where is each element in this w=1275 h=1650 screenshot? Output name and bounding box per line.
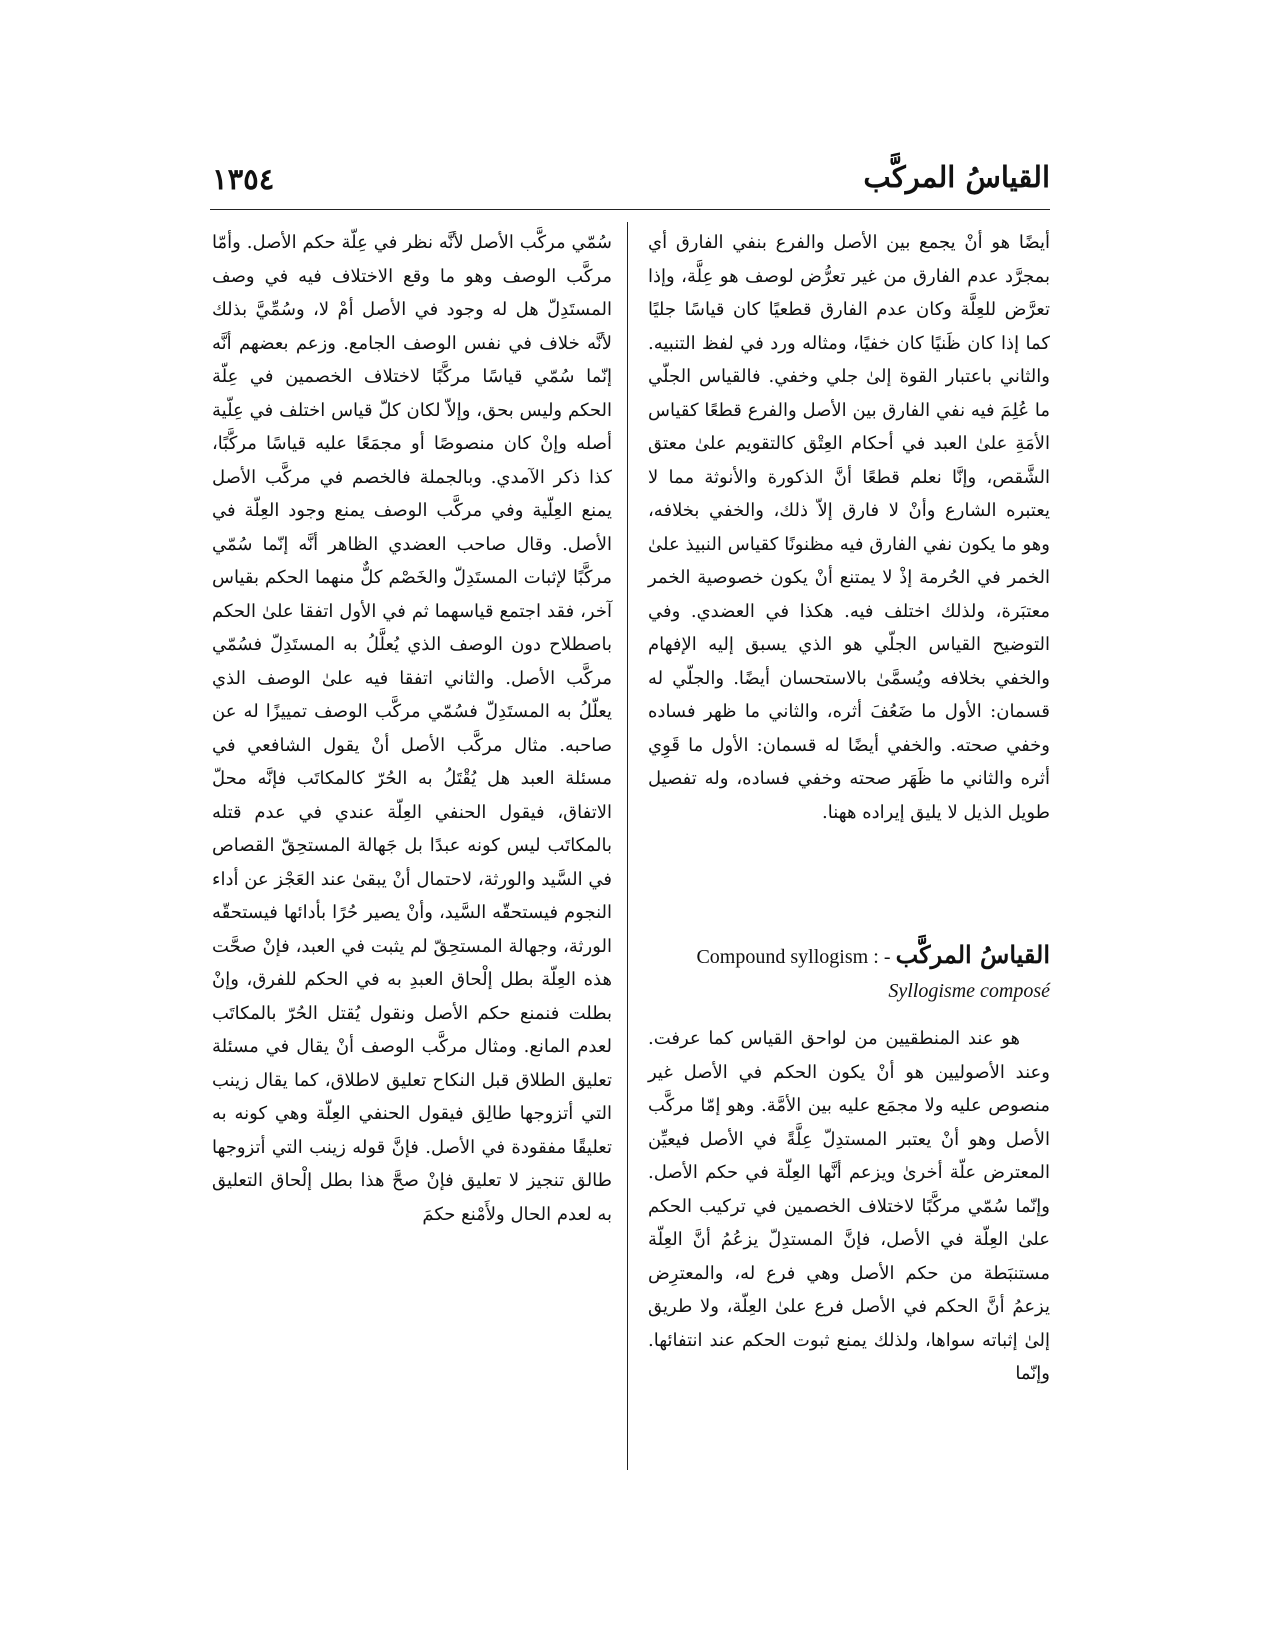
- entry-heading-line: [648, 937, 1050, 976]
- running-head-title: القياسُ المركَّب: [863, 160, 1050, 194]
- entry-definition-text: [648, 1022, 1050, 1472]
- paragraph: هو عند المنطقيين من لواحق القياس كما عرفت. وعند الأصوليين هو أنْ يكون الحكم في الأصل غير منصوص عليه ولا مجمَع عليه بين الأمَّة. وهو إمّا مركَّب الأصل وهو أنْ يعتبر المستدِلّ عِلَّةً في الأصل فيعيِّن المعترض علّة أخرىٰ ويزعم أنَّها العِلّة في حكم الأصل. وإنّما سُمّي مركَّبًا لاختلاف الخصمين في تركيب الحكم علىٰ العِلّة في الأصل، فإنَّ المستدِلّ يزعُمُ أنَّ العِلّة مستنبَطة من حكم الأصل وهي فرع له، والمعترِض يزعمُ أنَّ الحكم في الأصل فرع علىٰ العِلّة، ولا طريق إلىٰ إثباته سواها، ولذلك يمنع ثبوت الحكم عند انتفائها. وإنّما: [648, 1028, 1050, 1384]
- entry-separator: : -: [873, 946, 891, 968]
- entry-english-term: Compound syllogism: [696, 946, 869, 968]
- right-column-continuation: [648, 226, 1050, 926]
- dictionary-entry-heading: [648, 937, 1050, 1012]
- entry-headword: القياسُ المركَّب: [895, 940, 1050, 969]
- page-number: ١٣٥٤: [212, 162, 275, 196]
- header-rule: [210, 209, 1050, 210]
- paragraph: أيضًا هو أنْ يجمع بين الأصل والفرع بنفي الفارق أي بمجرَّد عدم الفارق من غير تعرُّض لوصف هو عِلَّة، وإذا تعرَّض للعِلَّة وكان عدم الفارق قطعيًا كان قياسًا جليًا كما إذا كان ظَنيًا كان خفيًا، ومثاله ورد في لفظ التنبيه. والثاني باعتبار القوة إلىٰ جلي وخفي. فالقياس الجلّي ما عُلِمَ فيه نفي الفارق بين الأصل والفرع قطعًا كقياس الأمَةِ علىٰ العبد في أحكام العِتْق كالتقويم علىٰ معتق الشَّقص، وإنَّا نعلم قطعًا أنَّ الذكورة والأنوثة مما لا يعتبره الشارع وأنْ لا فارق إلاّ ذلك، والخفي بخلافه، وهو ما يكون نفي الفارق فيه مظنونًا كقياس النبيذ علىٰ الخمر في الحُرمة إذْ لا يمتنع أنْ يكون خصوصية الخمر معتبَرة، ولذلك اختلف فيه. هكذا في العضدي. وفي التوضيح القياس الجلّي هو الذي يسبق إليه الإفهام والخفي بخلافه ويُسمَّىٰ بالاستحسان أيضًا. والجلّي له قسمان: الأول ما ضَعُفَ أثره، والثاني ما ظهر فساده وخفي صحته. والخفي أيضًا له قسمان: الأول ما قَوِي أثره والثاني ما ظَهَر صحته وخفي فساده، وله تفصيل طويل الذيل لا يليق إيراده ههنا.: [648, 232, 1050, 823]
- paragraph: سُمّي مركَّب الأصل لأنَّه نظر في عِلّة حكم الأصل. وأمّا مركَّب الوصف وهو ما وقع الاختلاف فيه في وصف المستَدِلّ هل له وجود في الأصل أمْ لا، وسُمِّيَّ بذلك لأنَّه خلاف في نفس الوصف الجامع. وزعم بعضهم أنَّه إنّما سُمّي قياسًا مركَّبًا لاختلاف الخصمين في عِلّة الحكم وليس بحق، وإلاّ لكان كلّ قياس اختلف في عِلّية أصله وإنْ كان منصوصًا أو مجمَعًا عليه قياسًا مركَّبًا، كذا ذكر الآمدي. وبالجملة فالخصم في مركَّب الأصل يمنع العِلّية وفي مركَّب الوصف يمنع وجود العِلّة في الأصل. وقال صاحب العضدي الظاهر أنَّه إنّما سُمّي مركَّبًا لإثبات المستَدِلّ والخَصْم كلٌّ منهما الحكم بقياس آخر، فقد اجتمع قياسهما ثم في الأول اتفقا علىٰ الحكم باصطلاح دون الوصف الذي يُعلَّلُ به المستَدِلّ فسُمّي مركَّب الأصل. والثاني اتفقا فيه علىٰ الوصف الذي يعلّلُ به المستَدِلّ فسُمّي مركَّب الوصف تمييزًا له عن صاحبه. مثال مركَّب الأصل أنْ يقول الشافعي في مسئلة العبد هل يُقْتَلُ به الحُرّ كالمكاتَب فإنَّه محلّ الاتفاق، فيقول الحنفي العِلّة عندي في عدم قتله بالمكاتَب ليس كونه عبدًا بل جَهالة المستحِقّ القصاص في السَّيد والورثة، لاحتمال أنْ يبقىٰ عند العَجْز عن أداء النجوم فيستحقّه السَّيد، وأنْ يصير حُرًا بأدائها فيستحقّه الورثة، وجهالة المستحِقّ لم يثبت في العبد، فإنْ صحَّت هذه العِلّة بطل إلْحاق العبدِ به في الحكم للفرق، وإنْ بطلت فنمنع حكم الأصل ونقول يُقتل الحُرّ بالمكاتَب لعدم المانع. ومثال مركَّب الوصف أنْ يقال في مسئلة تعليق الطلاق قبل النكاح تعليق لاطلاق، كما يقال زينب التي أتزوجها طالِق فيقول الحنفي العِلّة وهي كونه به تعليقًا مفقودة في الأصل. فإنَّ قوله زينب التي أتزوجها طالق تنجيز لا تعليق فإنْ صحَّ هذا بطل إلْحاق التعليق به لعدم الحال ولأَمْنع حكمَ: [212, 232, 612, 1225]
- entry-french-term: Syllogisme composé: [888, 980, 1050, 1002]
- left-column-text: [212, 226, 612, 1471]
- column-divider: [627, 222, 628, 1470]
